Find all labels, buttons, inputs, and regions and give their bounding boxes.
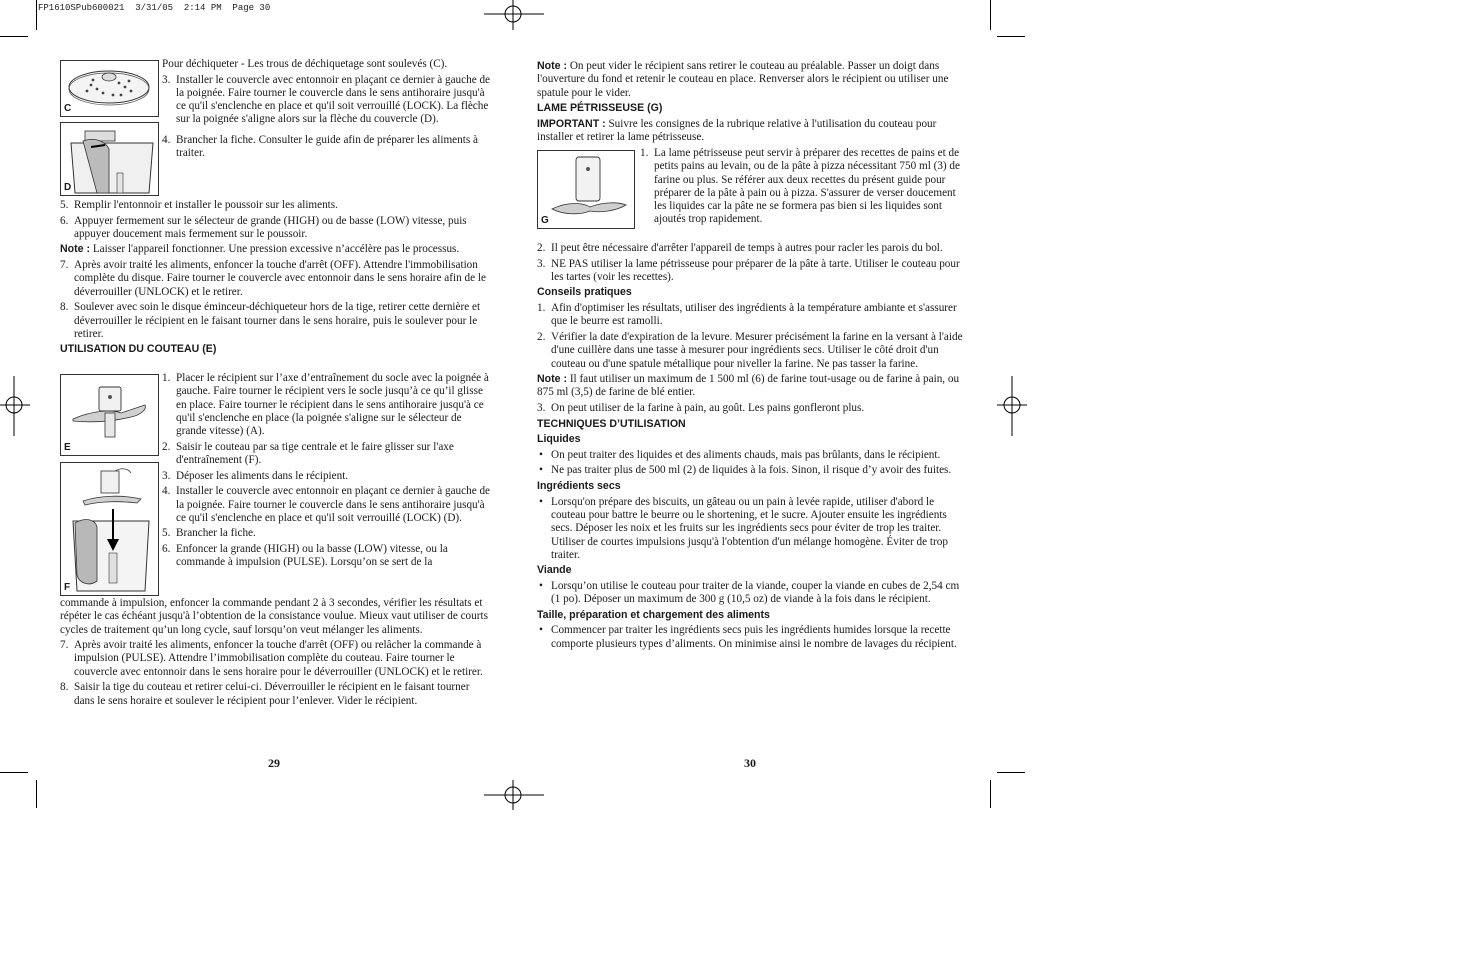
bullet-icon: • — [539, 495, 543, 508]
left-column-knife — [162, 372, 492, 572]
bullet-item: • On peut traiter des liquides et des aliments chauds, mais pas brûlants, dans le récipient. — [539, 448, 941, 461]
list-item: 7. Après avoir traité les aliments, enfoncer la touche d'arrêt (OFF). Attendre l'immobilisation complète du disque. Faire tourner le couvercle avec entonnoir dans le sens horaire afin de le déverrouiller (UNLOCK) et le retirer. — [60, 259, 486, 298]
figure-label: C — [64, 103, 72, 114]
note: Note : Il faut utiliser un maximum de 1 500 ml (6) de farine tout-usage ou de farine à pain, ou 875 ml (3,5) de farine de blé entier. — [537, 373, 960, 399]
bullet-item: • Lorsqu’on utilise le couteau pour traiter de la viande, couper la viande en cubes de 2,54 cm (1 po). Déposer un maximum de 300 g (10,5 oz) de viande à la fois dans le récipient. — [539, 579, 960, 606]
crop-mark — [997, 772, 1025, 773]
dough-blade-illustration — [538, 151, 634, 228]
section-heading: TECHNIQUES D’UTILISATION — [537, 417, 686, 430]
figure-e — [60, 374, 159, 456]
shredding-disc-illustration — [61, 61, 158, 116]
list-item: 5. Remplir l'entonnoir et installer le poussoir sur les aliments. — [60, 199, 338, 211]
right-column-top — [537, 60, 969, 147]
crop-mark — [990, 780, 991, 808]
list-item: 6. Enfoncer la grande (HIGH) ou la basse (LOW) vitesse, ou la commande à impulsion (PULSE). Lorsqu’on se sert de la — [162, 543, 448, 569]
list-item: 3. On peut utiliser de la farine à pain, au goût. Les pains gonfleront plus. — [537, 402, 865, 415]
crop-mark — [990, 0, 991, 30]
bullet-icon: • — [539, 464, 543, 477]
subsection-heading: Liquides — [537, 433, 581, 446]
processor-lid-illustration — [61, 123, 158, 195]
registration-mark-icon — [484, 780, 544, 810]
bullet-item: • Ne pas traiter plus de 500 ml (2) de liquides à la fois. Sinon, il risque d’y avoir des fuites. — [539, 464, 952, 477]
right-column-dough — [640, 147, 969, 229]
crop-mark — [0, 772, 28, 773]
list-item: 8. Soulever avec soin le disque éminceur-déchiqueteur hors de la tige, retirer cette dernière et déverrouiller le récipient en le faisant tourner dans le sens horaire, puis le soulever pour le retirer. — [60, 301, 481, 340]
crop-mark — [36, 780, 37, 808]
list-item: 2. Il peut être nécessaire d'arrêter l'appareil de temps à autres pour racler les parois du bol. — [537, 242, 943, 254]
list-item: 2. Saisir le couteau par sa tige centrale et le faire glisser sur l'axe d'entraînement (F). — [162, 440, 454, 467]
list-item: 6. Appuyer fermement sur le sélecteur de grande (HIGH) ou de basse (LOW) vitesse, puis appuyer doucement mais fermement sur le poussoir. — [60, 214, 467, 240]
list-item: 3. Installer le couvercle avec entonnoir en plaçant ce dernier à gauche de la poignée. Faire tourner le couvercle dans le sens antihoraire jusqu'à ce qu'il s'enclenche en place et qu'il soit verrouillé (LOCK). La flèche sur la poignée s'aligne alors sur la flèche du couvercle (D). — [162, 73, 491, 126]
registration-mark-icon — [0, 376, 30, 436]
list-item: 3. Déposer les aliments dans le récipient. — [162, 469, 349, 482]
list-item: 2. Vérifier la date d'expiration de la levure. Mesurer précisément la farine en la versant à l'aide d'une cuillère dans une tasse à mesurer pour ingrédients secs. Utiliser le côté droit d'un couteau ou d'une spatule métallique pour niveller la farine. Ne pas tasser la farine. — [537, 330, 963, 370]
list-item: 7. Après avoir traité les aliments, enfoncer la touche d'arrêt (OFF) ou relâcher la commande à impulsion (PULSE). Attendre l’immobilisation complète du couteau. Faire tourner le couvercle avec entonnoir dans le sens horaire pour le déverrouiller (UNLOCK) et le retirer. — [60, 639, 483, 678]
figure-c — [60, 60, 159, 117]
list-item: 1. Afin d'optimiser les résultats, utiliser des ingrédients à la température ambiante et s'assurer que le beurre est ramolli. — [537, 302, 957, 328]
left-column-bottom — [60, 597, 492, 710]
printer-slug: FP1610SPub600021 3/31/05 2:14 PM Page 30 — [38, 3, 271, 13]
chopping-blade-illustration — [61, 375, 158, 455]
list-item: 1. La lame pétrisseuse peut servir à préparer des recettes de pains et de petits pains au levain, ou de la pâte à pizza nécessitant 750 ml (3) de farine ou plus. Se référer aux deux recettes du présent guide pour préparer de la pâte à pain ou à pizza. S'assurer de verser doucement les liquides car la pâte ne se formera pas bien si les liquides sont ajoutés trop rapidement. — [640, 147, 960, 226]
crop-mark — [0, 36, 28, 37]
list-item: 5. Brancher la fiche. — [162, 527, 256, 540]
figure-label: D — [64, 182, 72, 193]
figure-label: F — [64, 582, 71, 593]
right-column-bottom — [537, 242, 969, 653]
subsection-heading: Taille, préparation et chargement des aliments — [537, 608, 770, 621]
list-item: 8. Saisir la tige du couteau et retirer celui-ci. Déverrouiller le récipient en le faisant tourner dans le sens horaire et soulever le récipient pour l’enlever. Vider le récipient. — [60, 681, 470, 707]
important-note: IMPORTANT : Suivre les consignes de la rubrique relative à l'utilisation du couteau pour installer et retirer la lame pétrisseuse. — [537, 117, 937, 144]
bullet-item: • Lorsqu'on prépare des biscuits, un gâteau ou un pain à levée rapide, utiliser d'abord le couteau pour battre le beurre ou le shortening, et le sucre. Ajouter ensuite les ingrédients secs. Déposer les noix et les fruits sur les ingrédients secs pour éviter de trop les traiter. Utiliser de courtes impulsions jusqu'à l'obtention d'un mélange homogène. Éviter de trop traiter. — [539, 495, 948, 561]
bullet-icon: • — [539, 448, 543, 461]
left-column-top — [162, 58, 492, 163]
crop-mark — [36, 0, 37, 30]
registration-mark-icon — [997, 376, 1027, 436]
page-number: 29 — [268, 756, 280, 770]
subsection-heading: Ingrédients secs — [537, 480, 621, 493]
crop-mark — [997, 36, 1025, 37]
subsection-heading: Viande — [537, 564, 572, 577]
bullet-icon: • — [539, 624, 543, 637]
figure-f — [60, 462, 159, 596]
shredding-note: Pour déchiqueter - Les trous de déchiquetage sont soulevés (C). — [162, 58, 448, 70]
list-item: 4. Installer le couvercle avec entonnoir en plaçant ce dernier à gauche de la poignée. Faire tourner le couvercle dans le sens antihoraire jusqu'à ce qu'il s'enclenche en place et qu'il soit verrouillé (LOCK) (D). — [162, 485, 491, 524]
section-heading: Conseils pratiques — [537, 286, 632, 299]
list-item: 1. Placer le récipient sur l’axe d’entraînement du socle avec la poignée à gauche. Faire tourner le récipient vers le socle jusqu’à ce qu’il glisse en place. Faire tourner le récipient dans le sens antihoraire jusqu'à ce qu'il s'enclenche en place (la poignée s'aligne sur le sélecteur de grande vitesse) (A). — [162, 372, 489, 438]
bullet-item: • Commencer par traiter les ingrédients secs puis les ingrédients humides lorsque la recette comporte plusieurs types d’aliments. On minimise ainsi le nombre de lavages du récipient. — [539, 624, 957, 650]
section-heading: UTILISATION DU COUTEAU (E) — [60, 343, 217, 356]
list-item: 4. Brancher la fiche. Consulter le guide afin de préparer les aliments à traiter. — [162, 133, 478, 160]
note: Note : On peut vider le récipient sans retirer le couteau au préalable. Passer un doigt dans l'ouverture du fond et retenir le couteau en place. Renverser alors le récipient ou utiliser une spatule pour le vider. — [537, 60, 949, 99]
note: Note : Laisser l'appareil fonctionner. Une pression excessive n’accélère pas le processus. — [60, 243, 460, 256]
list-item: 3. NE PAS utiliser la lame pétrisseuse pour préparer de la pâte à tarte. Utiliser le couteau pour les tartes (voir les recettes). — [537, 257, 960, 283]
insert-blade-illustration — [61, 463, 158, 595]
figure-label: E — [64, 442, 71, 453]
figure-d — [60, 122, 159, 196]
figure-g — [537, 150, 635, 229]
section-heading: LAME PÉTRISSEUSE (G) — [537, 102, 663, 115]
bullet-icon: • — [539, 579, 543, 592]
figure-label: G — [541, 215, 549, 226]
page-number: 30 — [744, 756, 756, 770]
list-item-continuation: commande à impulsion, enfoncer la commande pendant 2 à 3 secondes, vérifier les résultats et répéter le cas échéant jusqu'à l’obtention de la consistance voulue. Mieux vaut utiliser de courts cycles de traitement qu’un long cycle, sauf lorsqu’on veut mélanger les aliments. — [60, 597, 488, 636]
left-column-mid — [60, 199, 492, 359]
registration-mark-icon — [484, 0, 544, 30]
